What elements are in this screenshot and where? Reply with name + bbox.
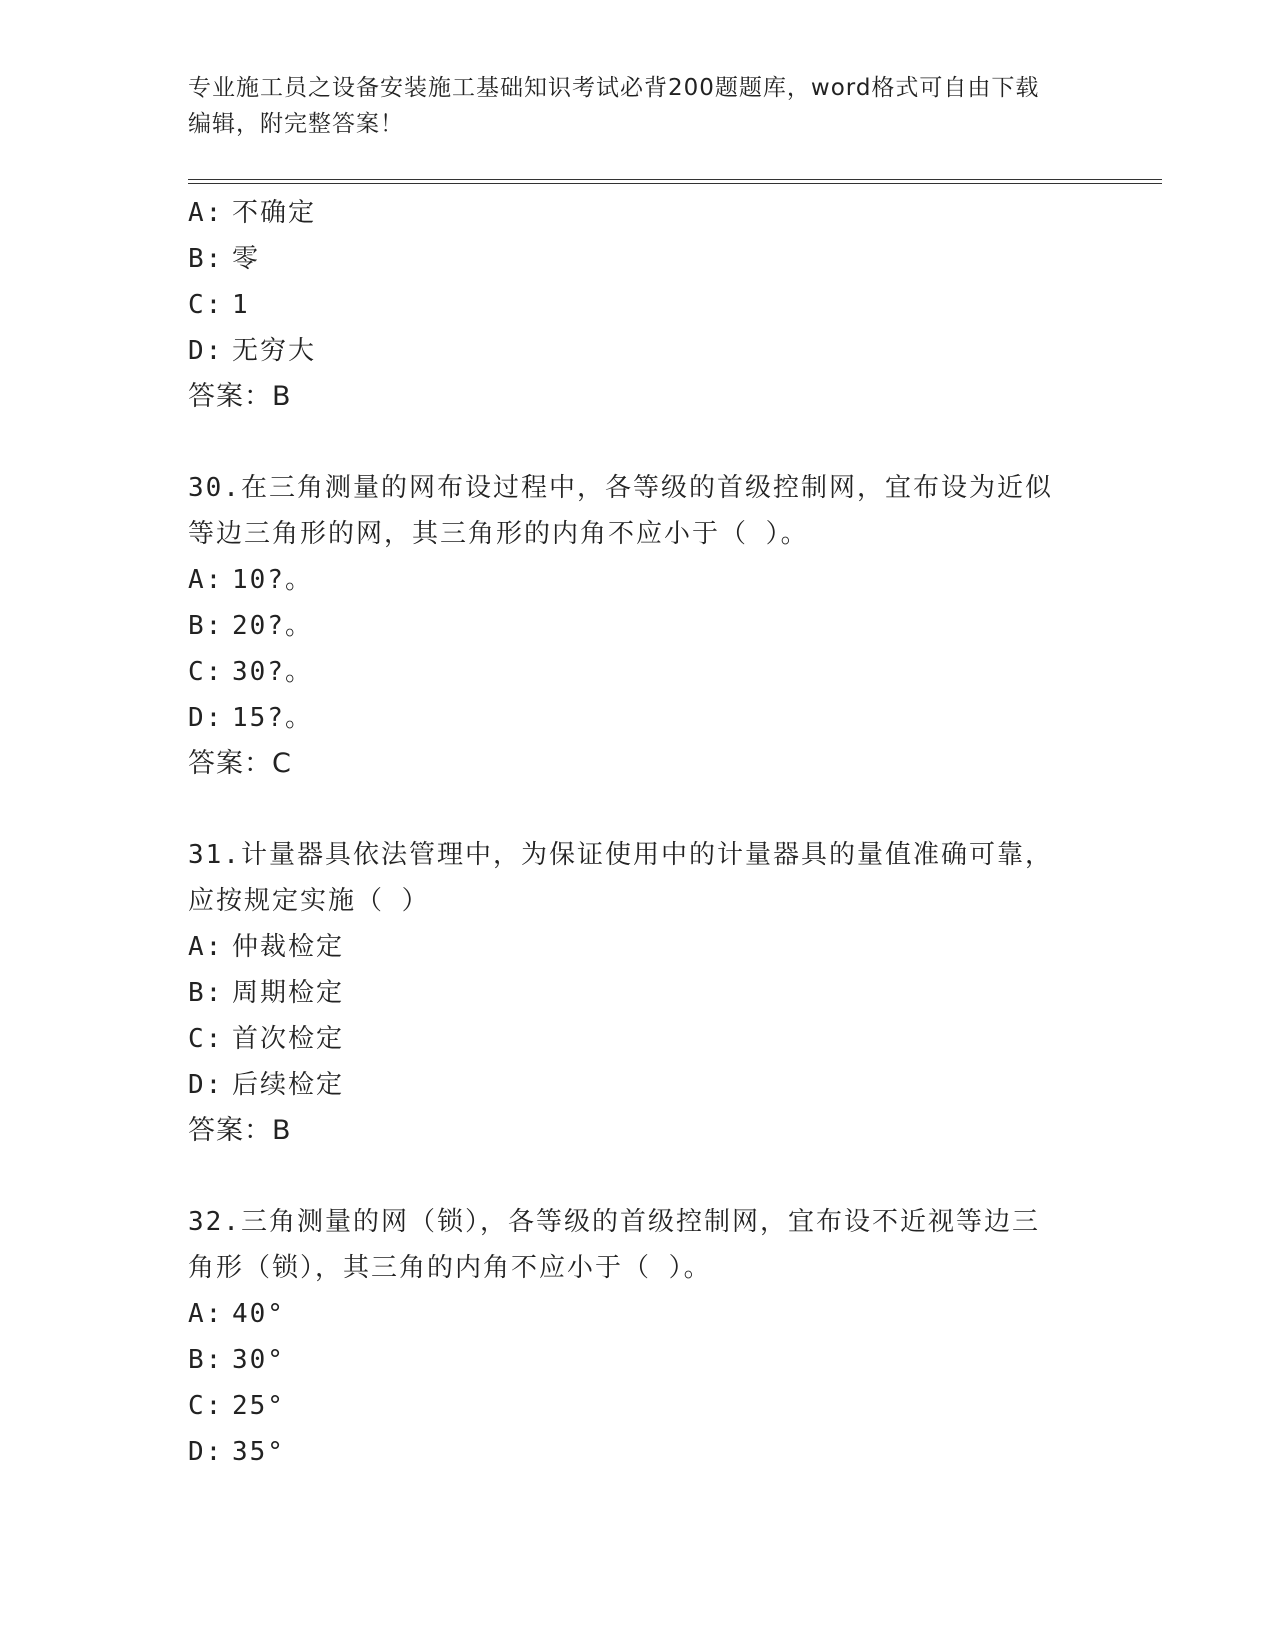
option-text: 35° [232,1437,285,1467]
option-label: B: [188,978,224,1008]
option-d [188,1429,1088,1475]
option-a [188,557,1088,603]
header-line-1: 专业施工员之设备安装施工基础知识考试必背200题题库，word格式可自由下载 [188,75,1040,101]
option-label: B: [188,244,224,274]
header-line-2: 编辑，附完整答案！ [188,111,404,137]
option-text: 仲裁检定 [232,932,345,962]
answer-line: 答案：B [188,1115,292,1146]
option-c [188,649,1088,695]
option-d [188,328,1088,374]
option-text: 1 [232,290,250,320]
option-a [188,1291,1088,1337]
answer-line: 答案：B [188,381,292,412]
option-label: D: [188,703,224,733]
question-30 [188,465,1088,787]
option-label: A: [188,198,224,228]
option-a [188,190,1088,236]
question-stem-line-2: 角形（锁），其三角的内角不应小于（ ）。 [188,1253,712,1283]
option-text: 30° [232,1345,285,1375]
option-b [188,603,1088,649]
question-stem-line-2: 等边三角形的网，其三角形的内角不应小于（ ）。 [188,519,809,549]
option-text: 20?。 [232,611,313,641]
header-divider-bottom [188,183,1162,184]
option-label: C: [188,657,224,687]
option-label: A: [188,1299,224,1329]
option-text: 10?。 [232,565,313,595]
option-label: D: [188,336,224,366]
option-label: C: [188,1391,224,1421]
header-divider-top [188,179,1162,180]
option-d [188,1062,1088,1108]
option-b [188,236,1088,282]
question-32 [188,1199,1088,1475]
option-text: 30?。 [232,657,313,687]
document-header [188,70,1088,142]
option-text: 25° [232,1391,285,1421]
question-stem-line-2: 应按规定实施（ ） [188,886,430,916]
question-31 [188,832,1088,1154]
option-text: 不确定 [232,198,317,228]
question-stem-line-1: 32.三角测量的网（锁），各等级的首级控制网，宜布设不近视等边三 [188,1207,1040,1237]
option-label: A: [188,932,224,962]
option-text: 零 [232,244,261,274]
option-b [188,970,1088,1016]
option-d [188,695,1088,741]
option-label: D: [188,1437,224,1467]
option-a [188,924,1088,970]
option-c [188,1016,1088,1062]
question-29-tail [188,190,1088,420]
option-label: C: [188,290,224,320]
option-text: 15?。 [232,703,313,733]
option-c [188,282,1088,328]
option-label: A: [188,565,224,595]
option-b [188,1337,1088,1383]
option-text: 后续检定 [232,1070,345,1100]
option-label: C: [188,1024,224,1054]
option-text: 40° [232,1299,285,1329]
option-label: B: [188,611,224,641]
option-text: 首次检定 [232,1024,345,1054]
question-stem-line-1: 31.计量器具依法管理中，为保证使用中的计量器具的量值准确可靠， [188,840,1053,870]
option-c [188,1383,1088,1429]
option-label: B: [188,1345,224,1375]
question-stem-line-1: 30.在三角测量的网布设过程中，各等级的首级控制网，宜布设为近似 [188,473,1053,503]
answer-line: 答案：C [188,748,292,779]
option-label: D: [188,1070,224,1100]
option-text: 无穷大 [232,336,317,366]
question-list [188,190,1088,1475]
option-text: 周期检定 [232,978,345,1008]
